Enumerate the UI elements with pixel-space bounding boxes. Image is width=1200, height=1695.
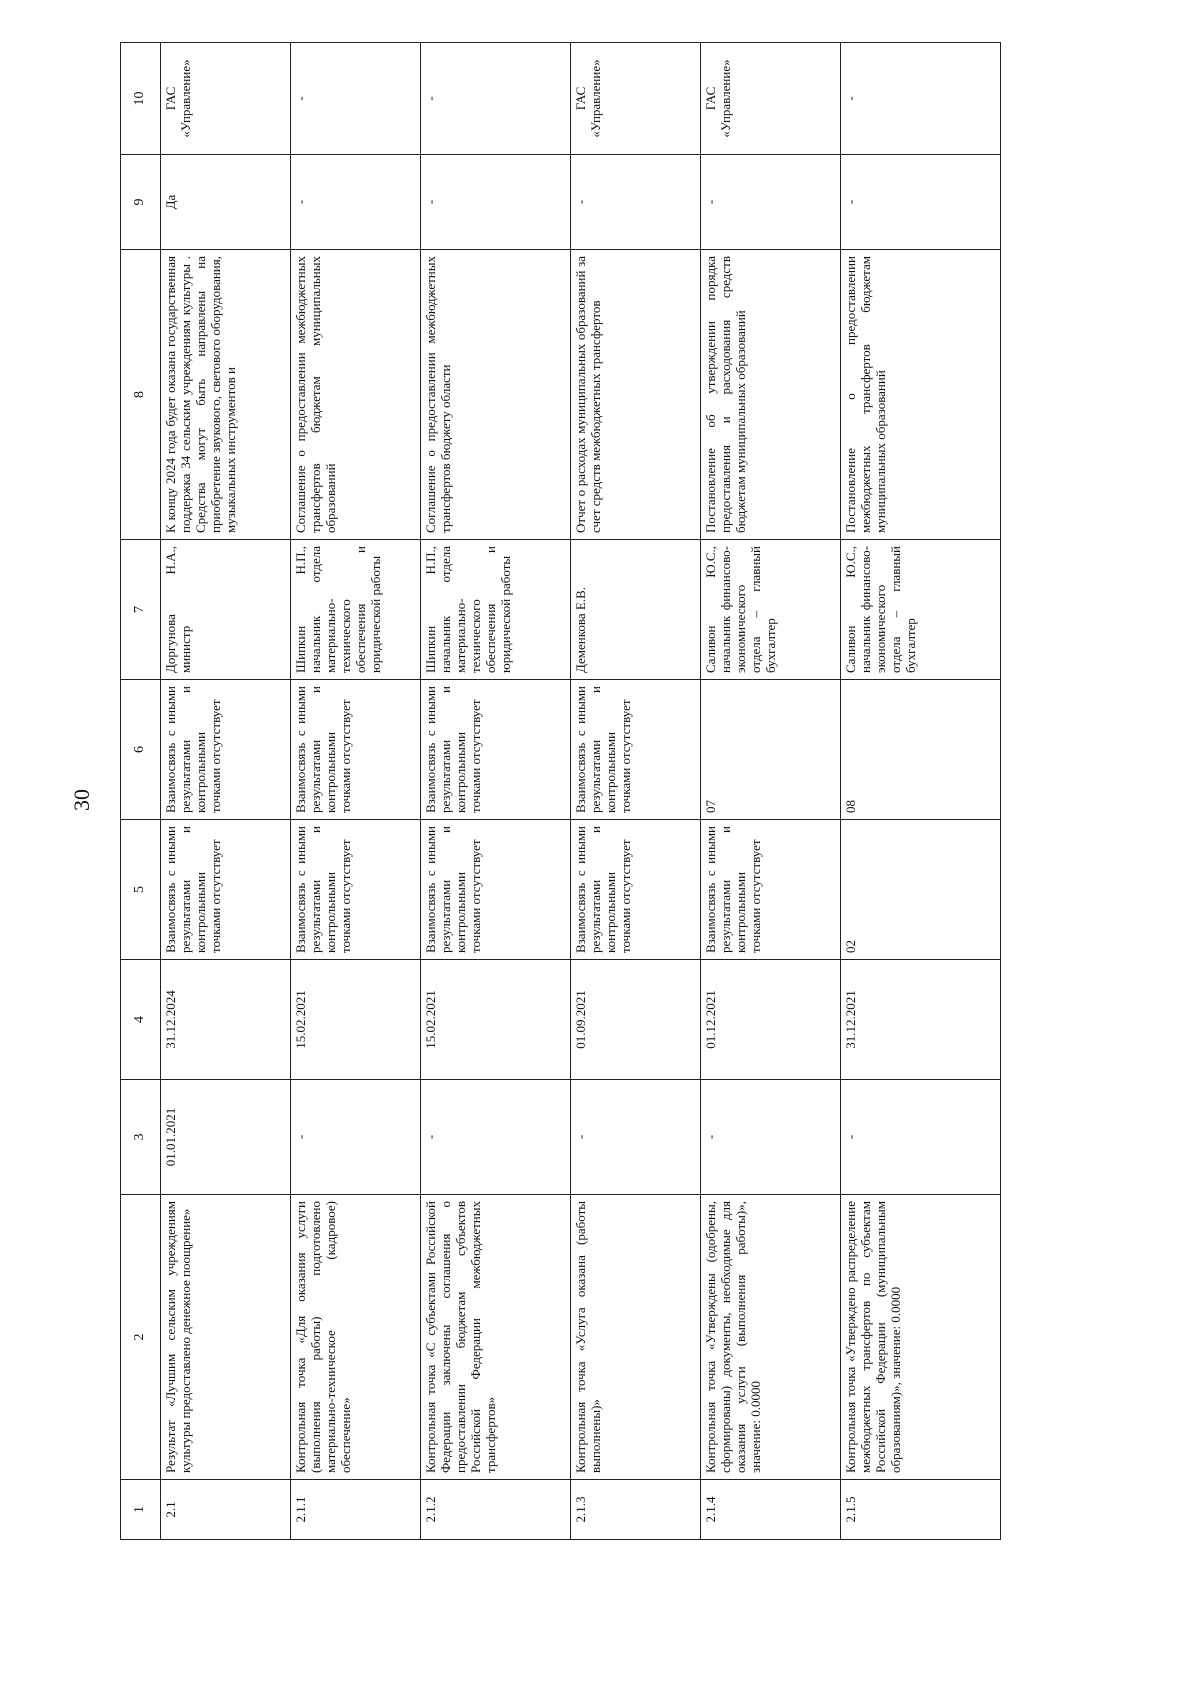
row-predecessors: Взаимосвязь с иными результатами и контрольными точками отсутствует: [161, 820, 291, 960]
row-end-date: 15.02.2021: [421, 960, 571, 1080]
row-document: Соглашение о предоставлении межбюджетных трансфертов бюджетам муниципальных образований: [291, 250, 421, 540]
row-flag: -: [291, 155, 421, 250]
row-flag: -: [421, 155, 571, 250]
row-system: -: [291, 43, 421, 155]
header-cell: 2: [121, 1195, 161, 1480]
row-number: 2.1.2: [421, 1480, 571, 1540]
row-successors: 08: [841, 680, 1001, 820]
table-row: [841, 43, 1001, 1540]
row-number: 2.1.5: [841, 1480, 1001, 1540]
row-document: Постановление об утверждении порядка предоставления и расходования средств бюджетам муниципальных образований: [701, 250, 841, 540]
row-end-date: 15.02.2021: [291, 960, 421, 1080]
row-system: ГАС «Управление»: [161, 43, 291, 155]
row-successors: Взаимосвязь с иными результатами и контрольными точками отсутствует: [291, 680, 421, 820]
row-start-date: -: [421, 1080, 571, 1195]
table-row: [291, 43, 421, 1540]
row-description: Результат «Лучшим сельским учреждениям культуры предоставлено денежное поощрение»: [161, 1195, 291, 1480]
header-cell: 3: [121, 1080, 161, 1195]
row-system: -: [421, 43, 571, 155]
row-document: Соглашение о предоставлении межбюджетных трансфертов бюджету области: [421, 250, 571, 540]
row-document: К концу 2024 года будет оказана государственная поддержка 34 сельским учреждениям культуры . Средства могут быть направлены на приобретение звукового, светового оборудования, музыкальных инструментов и: [161, 250, 291, 540]
row-predecessors: 02: [841, 820, 1001, 960]
row-start-date: 01.01.2021: [161, 1080, 291, 1195]
header-cell: 1: [121, 1480, 161, 1540]
row-flag: -: [571, 155, 701, 250]
table-row: [421, 43, 571, 1540]
header-cell: 7: [121, 540, 161, 680]
row-document: Отчет о расходах муниципальных образований за счет средств межбюджетных трансфертов: [571, 250, 701, 540]
row-system: -: [841, 43, 1001, 155]
row-description: Контрольная точка «Утверждено распределение межбюджетных трансфертов по субъектам Российской Федерации (муниципальным образованиям)», значение: 0.0000: [841, 1195, 1001, 1480]
row-start-date: -: [571, 1080, 701, 1195]
header-row: [121, 43, 161, 1540]
row-predecessors: Взаимосвязь с иными результатами и контрольными точками отсутствует: [701, 820, 841, 960]
rotated-table-wrapper: [120, 43, 1000, 1540]
row-flag: -: [841, 155, 1001, 250]
row-start-date: -: [291, 1080, 421, 1195]
row-number: 2.1.3: [571, 1480, 701, 1540]
header-cell: 9: [121, 155, 161, 250]
row-number: 2.1: [161, 1480, 291, 1540]
row-successors: Взаимосвязь с иными результатами и контрольными точками отсутствует: [571, 680, 701, 820]
row-description: Контрольная точка «Утверждены (одобрены, сформированы) документы, необходимые для оказания услуги (выполнения работы)», значение: 0.0000: [701, 1195, 841, 1480]
header-cell: 4: [121, 960, 161, 1080]
row-system: ГАС «Управление»: [571, 43, 701, 155]
row-successors: Взаимосвязь с иными результатами и контрольными точками отсутствует: [161, 680, 291, 820]
document-table: [120, 42, 1001, 1540]
header-cell: 8: [121, 250, 161, 540]
table-row: [571, 43, 701, 1540]
row-system: ГАС «Управление»: [701, 43, 841, 155]
row-responsible: Шипкин Н.П., начальник отдела материально-технического обеспечения и юридической работы: [421, 540, 571, 680]
table-row: [701, 43, 841, 1540]
header-cell: 10: [121, 43, 161, 155]
row-flag: -: [701, 155, 841, 250]
row-responsible: Саливон Ю.С., начальник финансово-экономического отдела – главный бухгалтер: [701, 540, 841, 680]
row-predecessors: Взаимосвязь с иными результатами и контрольными точками отсутствует: [571, 820, 701, 960]
row-flag: Да: [161, 155, 291, 250]
row-end-date: 31.12.2024: [161, 960, 291, 1080]
row-end-date: 01.09.2021: [571, 960, 701, 1080]
row-description: Контрольная точка «С субъектами Российской Федерации заключены соглашения о предоставлении бюджетам субъектов Российской Федерации межбюджетных трансфертов»: [421, 1195, 571, 1480]
header-cell: 6: [121, 680, 161, 820]
row-responsible: Шипкин Н.П., начальник отдела материально-технического обеспечения и юридической работы: [291, 540, 421, 680]
row-end-date: 31.12.2021: [841, 960, 1001, 1080]
row-description: Контрольная точка «Услуга оказана (работы выполнены)»: [571, 1195, 701, 1480]
table-row: [161, 43, 291, 1540]
row-predecessors: Взаимосвязь с иными результатами и контрольными точками отсутствует: [291, 820, 421, 960]
row-start-date: -: [841, 1080, 1001, 1195]
row-document: Постановление о предоставлении межбюджетных трансфертов бюджетам муниципальных образований: [841, 250, 1001, 540]
row-successors: 07: [701, 680, 841, 820]
row-successors: Взаимосвязь с иными результатами и контрольными точками отсутствует: [421, 680, 571, 820]
row-responsible: Саливон Ю.С., начальник финансово-экономического отдела – главный бухгалтер: [841, 540, 1001, 680]
row-number: 2.1.1: [291, 1480, 421, 1540]
row-responsible: Деменкова Е.В.: [571, 540, 701, 680]
row-number: 2.1.4: [701, 1480, 841, 1540]
row-description: Контрольная точка «Для оказания услуги (выполнения работы) подготовлено материально-техническое (кадровое) обеспечение»: [291, 1195, 421, 1480]
header-cell: 5: [121, 820, 161, 960]
row-start-date: -: [701, 1080, 841, 1195]
row-end-date: 01.12.2021: [701, 960, 841, 1080]
row-predecessors: Взаимосвязь с иными результатами и контрольными точками отсутствует: [421, 820, 571, 960]
row-responsible: Доргунова Н.А., министр: [161, 540, 291, 680]
page-number: 30: [69, 789, 94, 811]
